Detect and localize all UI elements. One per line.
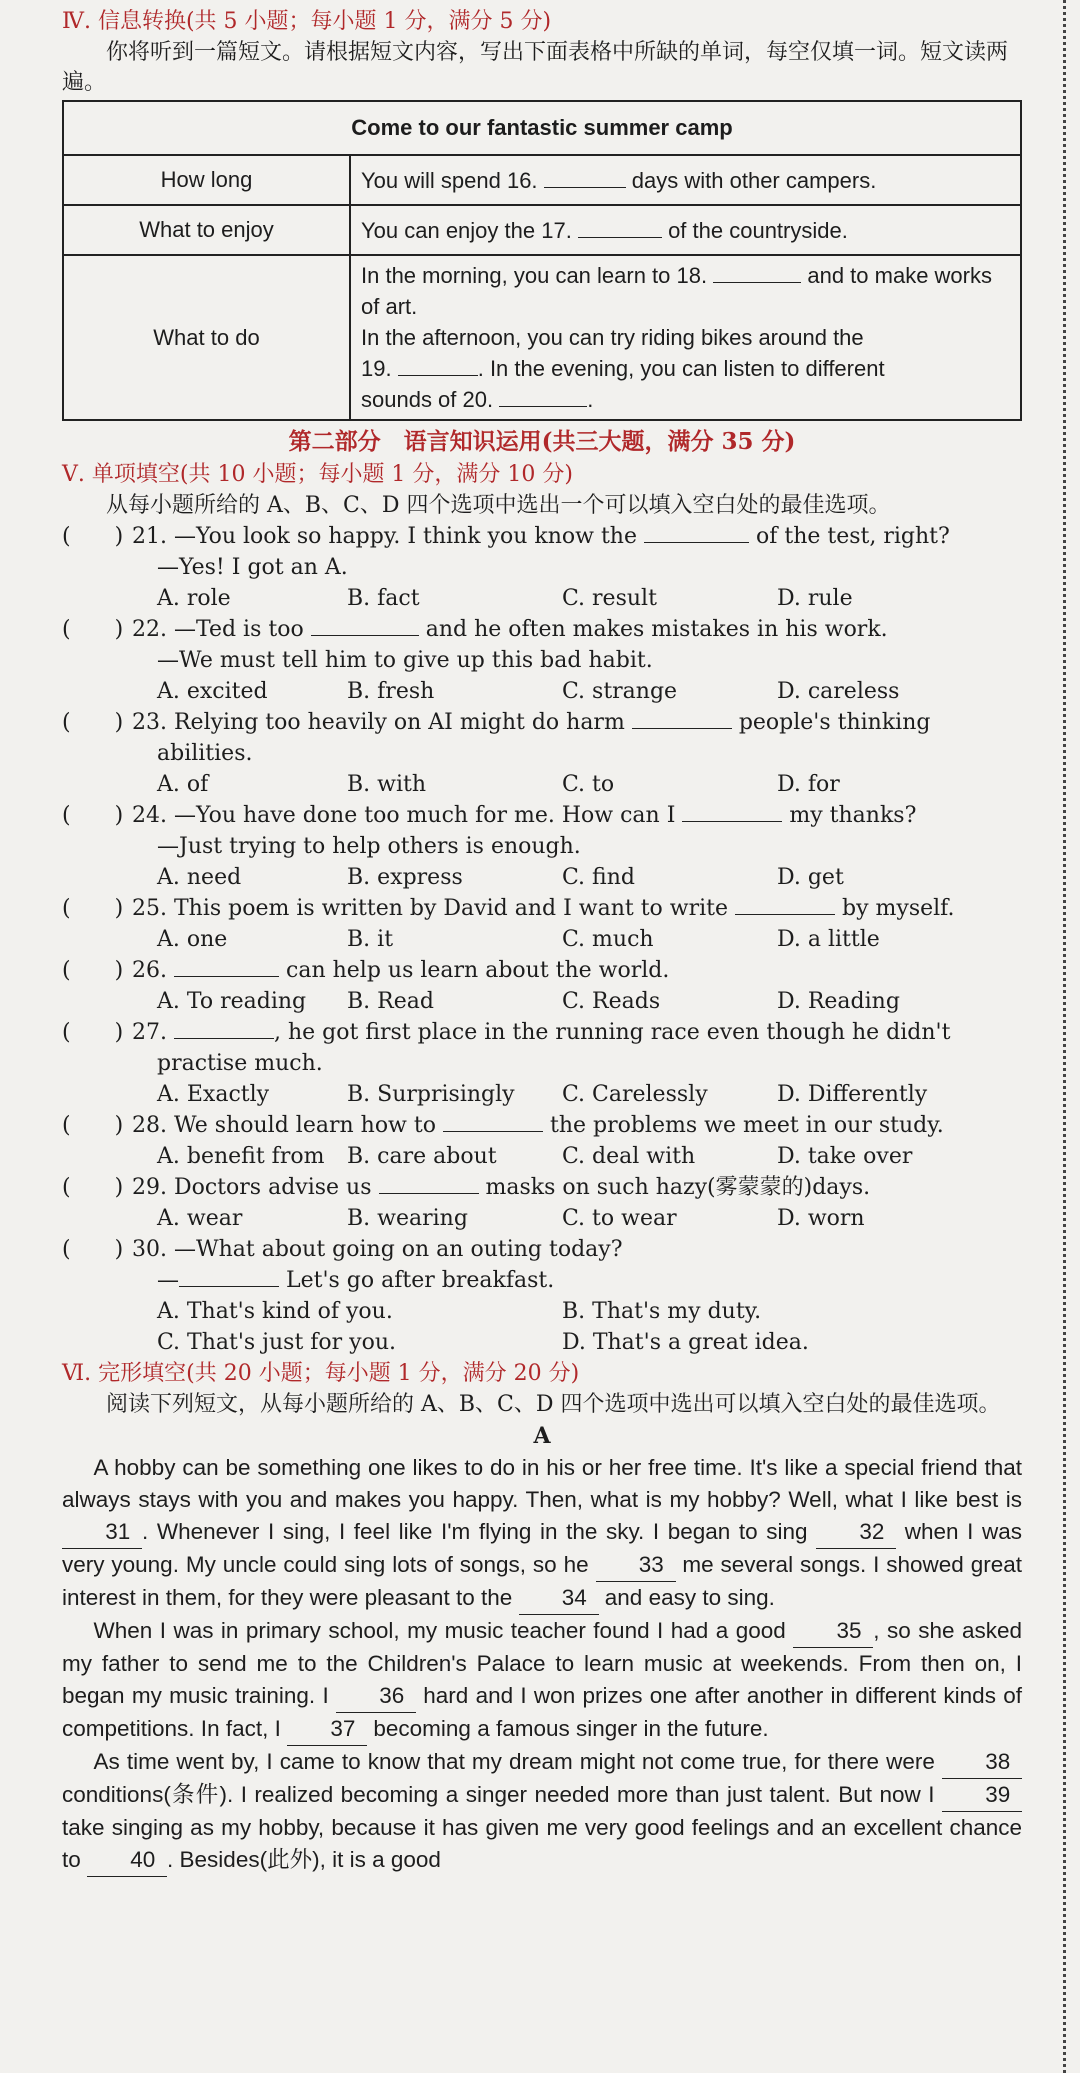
option-a[interactable]: A. excited	[157, 679, 268, 704]
q-reply: —We must tell him to give up this bad habit.	[157, 648, 653, 673]
answer-paren[interactable]: ( )	[62, 803, 124, 828]
q-text: of the test, right?	[755, 524, 950, 549]
q-text: Let's go after breakfast.	[286, 1268, 555, 1293]
option-d[interactable]: D. careless	[777, 679, 900, 704]
options-22	[157, 676, 1022, 707]
option-a[interactable]: A. That's kind of you.	[157, 1299, 393, 1324]
blank-30	[179, 1266, 279, 1287]
q-text: —	[157, 1268, 179, 1293]
question-26	[62, 955, 1022, 986]
answer-paren[interactable]: ( )	[62, 896, 124, 921]
blank-21	[644, 522, 749, 543]
option-d[interactable]: D. worn	[777, 1206, 865, 1231]
summer-camp-table	[62, 100, 1022, 421]
blank-24	[682, 801, 782, 822]
section-6-title: Ⅵ. 完形填空	[62, 1361, 187, 1386]
answer-blank-18[interactable]	[713, 262, 801, 283]
cell-text: . In the evening, you can listen to different	[477, 356, 885, 381]
cell-line: In the afternoon, you can try riding bikes around the	[361, 325, 864, 350]
q-reply: —Just trying to help others is enough.	[157, 834, 581, 859]
option-d[interactable]: D. rule	[777, 586, 853, 611]
option-c[interactable]: C. result	[562, 586, 657, 611]
q-text: 23. Relying too heavily on AI might do harm	[132, 710, 625, 735]
option-a[interactable]: A. Exactly	[157, 1082, 270, 1107]
question-24	[62, 800, 1022, 862]
table-label-what-to-do: What to do	[63, 255, 350, 420]
section-4-heading	[62, 6, 1022, 38]
option-a[interactable]: A. wear	[157, 1206, 243, 1231]
blank-23	[632, 708, 732, 729]
option-b[interactable]: B. care about	[347, 1144, 497, 1169]
q-text: and he often makes mistakes in his work.	[425, 617, 888, 642]
table-cell-18-20	[350, 255, 1021, 420]
passage-text: take singing as my hobby, because it has given me very good feelings and an excellent chance to	[62, 1815, 1022, 1872]
q-text: 27.	[132, 1020, 167, 1045]
option-b[interactable]: B. with	[347, 772, 427, 797]
question-28	[62, 1110, 1022, 1141]
passage-text: As time went by, I came to know that my dream might not come true, for there were	[93, 1749, 935, 1774]
question-25	[62, 893, 1022, 924]
answer-blank-17[interactable]	[578, 217, 662, 238]
blank-29	[379, 1173, 479, 1194]
option-a[interactable]: A. To reading	[157, 989, 307, 1014]
option-b[interactable]: B. Surprisingly	[347, 1082, 515, 1107]
q-text: 22. —Ted is too	[132, 617, 304, 642]
answer-blank-20[interactable]	[499, 386, 587, 407]
option-b[interactable]: B. wearing	[347, 1206, 468, 1231]
answer-paren[interactable]: ( )	[62, 1237, 124, 1262]
option-c[interactable]: C. deal with	[562, 1144, 696, 1169]
q-text: 30. —What about going on an outing today?	[132, 1237, 623, 1262]
question-23	[62, 707, 1022, 769]
cell-text: You can enjoy the 17.	[361, 217, 572, 243]
passage-text: . Besides(此外), it is a good	[167, 1847, 441, 1872]
question-21	[62, 521, 1022, 583]
answer-paren[interactable]: ( )	[62, 524, 124, 549]
option-c[interactable]: C. That's just for you.	[157, 1330, 397, 1355]
q-text: 21. —You look so happy. I think you know the	[132, 524, 637, 549]
table-title: Come to our fantastic summer camp	[63, 101, 1021, 155]
section-4-instructions: 你将听到一篇短文。请根据短文内容，写出下面表格中所缺的单词，每空仅填一词。短文读两遍。	[62, 40, 1009, 95]
options-21	[157, 583, 1022, 614]
passage-text: conditions(条件). I realized becoming a singer needed more than just talent. But now I	[62, 1782, 935, 1807]
q-reply: —Yes! I got an A.	[157, 555, 348, 580]
section-5-instructions: 从每小题所给的 A、B、C、D 四个选项中选出一个可以填入空白处的最佳选项。	[106, 493, 891, 518]
option-c[interactable]: C. to	[562, 772, 615, 797]
option-b[interactable]: B. express	[347, 865, 463, 890]
option-d[interactable]: D. That's a great idea.	[562, 1330, 809, 1355]
passage-paragraph-2	[62, 1615, 1022, 1746]
option-d[interactable]: D. get	[777, 865, 844, 890]
blank-26	[174, 956, 279, 977]
options-27	[157, 1079, 1022, 1110]
q-text: 24. —You have done too much for me. How can I	[132, 803, 676, 828]
table-cell-17	[350, 205, 1021, 255]
passage-text: and easy to sing.	[604, 1585, 775, 1610]
blank-27	[174, 1018, 274, 1039]
options-26	[157, 986, 1022, 1017]
passage-paragraph-1	[62, 1452, 1022, 1615]
cell-text: You will spend 16.	[361, 167, 538, 193]
table-cell-16	[350, 155, 1021, 205]
table-label-how-long: How long	[63, 155, 350, 205]
answer-paren[interactable]: ( )	[62, 958, 124, 983]
passage-label: A	[533, 1423, 551, 1449]
cloze-blank-32[interactable]: 32	[816, 1516, 896, 1549]
section-5-title: Ⅴ. 单项填空	[62, 462, 180, 487]
cell-line	[361, 353, 1010, 384]
option-d[interactable]: D. a little	[777, 927, 880, 952]
q-text: the problems we meet in our study.	[549, 1113, 944, 1138]
option-d[interactable]: D. Reading	[777, 989, 900, 1014]
q-text: 25. This poem is written by David and I want to write	[132, 896, 729, 921]
passage-text: when I was very young. My uncle could sing lots of songs, so he	[62, 1519, 1022, 1577]
cloze-blank-39[interactable]: 39	[942, 1779, 1022, 1812]
option-a[interactable]: A. role	[157, 586, 231, 611]
option-d[interactable]: D. take over	[777, 1144, 913, 1169]
answer-paren[interactable]: ( )	[62, 1175, 124, 1200]
section-6-instructions: 阅读下列短文，从每小题所给的 A、B、C、D 四个选项中选出可以填入空白处的最佳选项。	[106, 1392, 1001, 1417]
question-22	[62, 614, 1022, 676]
blank-25	[735, 894, 835, 915]
passage-text: . Whenever I sing, I feel like I'm flying in the sky. I began to sing	[142, 1519, 808, 1544]
cell-text: In the morning, you can learn to 18.	[361, 263, 708, 288]
q-text: 26.	[132, 958, 167, 983]
cell-text: sounds of 20.	[361, 387, 494, 412]
q-text: masks on such hazy(雾蒙蒙的)days.	[485, 1175, 871, 1200]
cloze-blank-37[interactable]: 37	[287, 1713, 367, 1746]
option-d[interactable]: D. Differently	[777, 1082, 928, 1107]
options-30	[157, 1296, 1022, 1358]
section-5-meta: (共 10 小题；每小题 1 分，满分 10 分)	[179, 462, 573, 487]
q-text: 29. Doctors advise us	[132, 1175, 372, 1200]
cloze-blank-38[interactable]: 38	[942, 1746, 1022, 1779]
option-b[interactable]: B. That's my duty.	[562, 1299, 762, 1324]
cell-text: of the countryside.	[668, 217, 848, 243]
table-label-what-to-enjoy: What to enjoy	[63, 205, 350, 255]
cloze-blank-34[interactable]: 34	[519, 1582, 599, 1615]
question-29	[62, 1172, 1022, 1203]
question-27	[62, 1017, 1022, 1079]
option-c[interactable]: C. to wear	[562, 1206, 677, 1231]
cell-line	[361, 384, 1010, 415]
options-23	[157, 769, 1022, 800]
passage-text: , so she asked my father to send me to the Children's Palace to learn music at weekends. From then on, I began my music training. I	[62, 1618, 1022, 1708]
option-a[interactable]: A. need	[157, 865, 242, 890]
option-c[interactable]: C. much	[562, 927, 654, 952]
option-c[interactable]: C. strange	[562, 679, 678, 704]
cloze-blank-40[interactable]: 40	[87, 1844, 167, 1877]
q-text: can help us learn about the world.	[286, 958, 670, 983]
answer-paren[interactable]: ( )	[62, 1113, 124, 1138]
option-d[interactable]: D. for	[777, 772, 840, 797]
option-b[interactable]: B. Read	[347, 989, 434, 1014]
passage-text: A hobby can be something one likes to do in his or her free time. It's like a special friend that always stays with you and makes you happy. Then, what is my hobby? Well, what I like best is	[62, 1455, 1022, 1512]
q-text: , he got first place in the running race even though he didn't	[274, 1020, 951, 1045]
cloze-blank-33[interactable]: 33	[596, 1549, 676, 1582]
q-text: 28. We should learn how to	[132, 1113, 436, 1138]
cell-text: and to make works of art.	[361, 263, 992, 319]
options-28	[157, 1141, 1022, 1172]
section-5-heading	[62, 459, 1022, 491]
section-6-heading	[62, 1358, 1022, 1390]
q-text: my thanks?	[789, 803, 917, 828]
answer-blank-16[interactable]	[544, 167, 626, 188]
q-text: people's thinking	[738, 710, 931, 735]
options-29	[157, 1203, 1022, 1234]
option-c[interactable]: C. Reads	[562, 989, 661, 1014]
options-24	[157, 862, 1022, 893]
cloze-blank-35[interactable]: 35	[793, 1615, 873, 1648]
options-25	[157, 924, 1022, 955]
cloze-blank-31[interactable]: 31	[62, 1516, 142, 1549]
section-4-meta: (共 5 小题；每小题 1 分，满分 5 分)	[185, 9, 552, 34]
option-b[interactable]: B. fact	[347, 586, 420, 611]
q-text: practise much.	[157, 1051, 323, 1076]
passage-paragraph-3	[62, 1746, 1022, 1877]
option-b[interactable]: B. it	[347, 927, 394, 952]
option-a[interactable]: A. one	[157, 927, 228, 952]
option-c[interactable]: C. Carelessly	[562, 1082, 708, 1107]
blank-22	[311, 615, 419, 636]
answer-paren[interactable]: ( )	[62, 617, 124, 642]
answer-paren[interactable]: ( )	[62, 710, 124, 735]
exam-page	[62, 6, 1022, 1877]
cell-text: .	[587, 387, 594, 412]
option-a[interactable]: A. benefit from	[157, 1144, 325, 1169]
part-2-heading: 第二部分 语言知识运用(共三大题，满分 35 分)	[288, 428, 796, 455]
cell-text: 19.	[361, 356, 392, 381]
section-4-title: Ⅳ. 信息转换	[62, 9, 186, 34]
section-6-meta: (共 20 小题；每小题 1 分，满分 20 分)	[186, 1361, 580, 1386]
cell-text: days with other campers.	[631, 167, 877, 193]
cloze-blank-36[interactable]: 36	[336, 1680, 416, 1713]
q-text: abilities.	[157, 741, 253, 766]
answer-paren[interactable]: ( )	[62, 1020, 124, 1045]
option-b[interactable]: B. fresh	[347, 679, 435, 704]
cell-line	[361, 260, 1010, 322]
answer-blank-19[interactable]	[398, 355, 478, 376]
blank-28	[443, 1111, 543, 1132]
passage-text: becoming a famous singer in the future.	[373, 1716, 769, 1741]
option-a[interactable]: A. of	[157, 772, 209, 797]
passage-text: hard and I won prizes one after another in different kinds of competitions. In fact, I	[62, 1683, 1022, 1741]
perforation-line	[1063, 0, 1066, 2073]
passage-text: me several songs. I showed great interest in them, for they were pleasant to the	[62, 1552, 1022, 1610]
question-30	[62, 1234, 1022, 1296]
q-text: by myself.	[842, 896, 955, 921]
passage-text: When I was in primary school, my music teacher found I had a good	[93, 1618, 786, 1643]
option-c[interactable]: C. find	[562, 865, 635, 890]
